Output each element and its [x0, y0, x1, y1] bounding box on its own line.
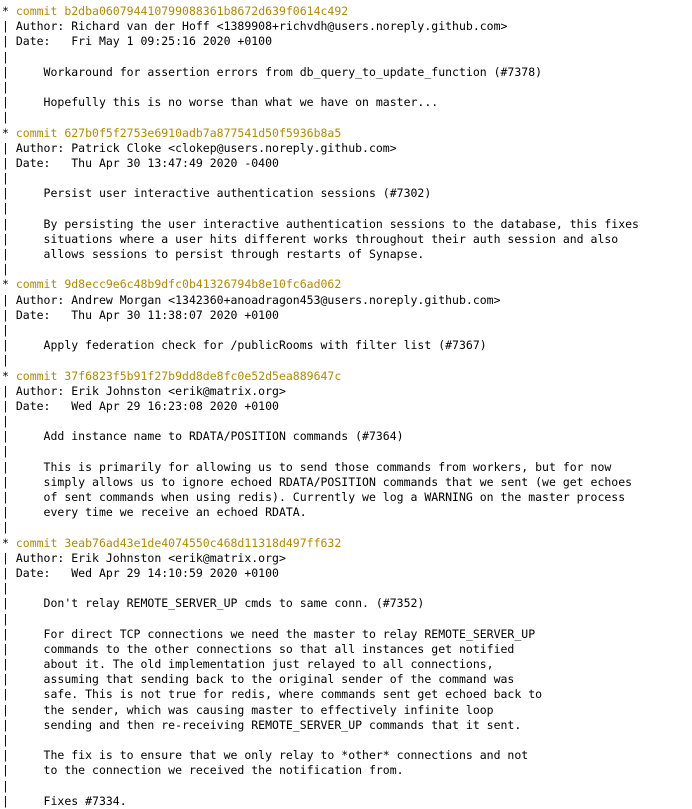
branch-line-icon: | [2, 657, 16, 672]
log-line-text: sending and then re-receiving REMOTE_SERVER_UP commands that it sent. [15, 717, 522, 732]
log-line [0, 748, 692, 763]
log-line [0, 581, 692, 596]
log-line [0, 19, 692, 34]
log-line-text: Add instance name to RDATA/POSITION commands (#7364) [15, 429, 404, 444]
commit-hash: b2dba060794410799088361b8672d639f0614c492 [64, 4, 349, 18]
log-line-text: every time we receive an echoed RDATA. [15, 505, 307, 520]
log-line [0, 384, 692, 399]
log-line [0, 201, 692, 216]
branch-line-icon: | [2, 110, 16, 125]
branch-line-icon: | [2, 414, 16, 429]
commit-marker-icon: * [2, 4, 16, 18]
branch-line-icon: | [2, 490, 16, 504]
log-line [0, 505, 692, 520]
commit-keyword: commit [15, 535, 65, 550]
log-line [0, 779, 692, 794]
branch-line-icon: | [2, 19, 16, 34]
log-line-text: allows sessions to persist through restarts of Synapse. [15, 247, 425, 261]
log-line [0, 156, 692, 171]
branch-line-icon: | [2, 717, 16, 732]
log-line-text: Apply federation check for /publicRooms with filter list (#7367) [15, 338, 487, 353]
log-line-text: Date: Wed Apr 29 14:10:59 2020 +0100 [15, 565, 279, 580]
branch-line-icon: | [2, 611, 16, 626]
commit-header-line [0, 277, 692, 292]
log-line [0, 308, 692, 323]
log-line [0, 186, 692, 201]
log-line [0, 490, 692, 505]
log-line [0, 718, 692, 733]
log-line [0, 232, 692, 247]
log-line-text: For direct TCP connections we need the master to relay REMOTE_SERVER_UP [15, 626, 536, 641]
commit-keyword: commit [15, 368, 65, 383]
log-line [0, 733, 692, 748]
log-line-text: The fix is to ensure that we only relay to *other* connections and not [15, 748, 529, 763]
branch-line-icon: | [2, 338, 16, 353]
log-line [0, 171, 692, 186]
log-line [0, 763, 692, 778]
log-line-text: Author: Erik Johnston <erik@matrix.org> [15, 550, 286, 565]
branch-line-icon: | [2, 444, 16, 459]
log-line-text: Author: Patrick Cloke <clokep@users.noreply.github.com> [15, 140, 397, 155]
branch-line-icon: | [2, 64, 16, 79]
branch-line-icon: | [2, 247, 16, 261]
branch-line-icon: | [2, 778, 16, 793]
log-line-text: Don't relay REMOTE_SERVER_UP cmds to same conn. (#7352) [15, 596, 425, 611]
branch-line-icon: | [2, 398, 16, 413]
branch-line-icon: | [2, 672, 16, 687]
branch-line-icon: | [2, 763, 16, 778]
log-line-text: commands to the other connections so that all instances get notified [15, 641, 515, 656]
log-line-text: Date: Thu Apr 30 13:47:49 2020 -0400 [15, 155, 279, 170]
branch-line-icon: | [2, 626, 16, 641]
log-line [0, 627, 692, 642]
branch-line-icon: | [2, 292, 16, 307]
log-line-text: about it. The old implementation just relayed to all connections, [15, 657, 494, 672]
commit-marker-icon: * [2, 125, 16, 140]
branch-line-icon: | [2, 641, 16, 656]
log-line [0, 293, 692, 308]
branch-line-icon: | [2, 383, 16, 398]
branch-line-icon: | [2, 140, 16, 155]
branch-line-icon: | [2, 505, 16, 520]
log-line [0, 444, 692, 459]
log-line-text: assuming that sending back to the original sender of the command was [15, 672, 515, 687]
log-line [0, 110, 692, 125]
log-line-text: safe. This is not true for redis, where commands sent get echoed back to [15, 687, 543, 702]
log-line [0, 687, 692, 702]
log-line [0, 703, 692, 718]
branch-line-icon: | [2, 702, 16, 717]
commit-header-line [0, 126, 692, 141]
commit-marker-icon: * [2, 277, 16, 292]
log-line-text: Workaround for assertion errors from db_query_to_update_function (#7378) [15, 64, 543, 79]
log-line [0, 657, 692, 672]
log-line [0, 323, 692, 338]
branch-line-icon: | [2, 201, 16, 216]
commit-header-line [0, 369, 692, 384]
log-line [0, 429, 692, 444]
commit-hash: 3eab76ad43e1de4074550c468d11318d497ff632 [64, 535, 342, 550]
log-line [0, 353, 692, 368]
branch-line-icon: | [2, 748, 16, 763]
log-line-text: Date: Fri May 1 09:25:16 2020 +0100 [15, 34, 273, 49]
log-line-text: of sent commands when using redis). Currently we log a WARNING on the master process [15, 490, 626, 504]
branch-line-icon: | [2, 520, 16, 535]
log-line-text: to the connection we received the notification from. [15, 763, 404, 778]
log-line [0, 475, 692, 490]
log-line-text: Fixes #7334. [15, 793, 127, 808]
branch-line-icon: | [2, 155, 16, 170]
branch-line-icon: | [2, 687, 16, 702]
branch-line-icon: | [2, 95, 16, 110]
branch-line-icon: | [2, 474, 16, 489]
log-line [0, 460, 692, 475]
log-line [0, 520, 692, 535]
commit-hash: 37f6823f5b91f27b9dd8de8fc0e52d5ea889647c [64, 368, 342, 383]
log-line-text: By persisting the user interactive authentication sessions to the database, this fixes [15, 216, 639, 231]
branch-line-icon: | [2, 353, 16, 368]
log-line [0, 399, 692, 414]
branch-line-icon: | [2, 216, 16, 231]
branch-line-icon: | [2, 307, 16, 322]
log-line [0, 551, 692, 566]
branch-line-icon: | [2, 596, 16, 611]
branch-line-icon: | [2, 565, 16, 580]
log-line-text: Hopefully this is no worse than what we have on master... [15, 95, 439, 110]
log-line [0, 414, 692, 429]
commit-keyword: commit [15, 277, 65, 292]
branch-line-icon: | [2, 262, 16, 277]
log-line-text: simply allows us to ignore echoed RDATA/POSITION commands that we sent (we get echoes [15, 474, 633, 489]
log-line [0, 262, 692, 277]
branch-line-icon: | [2, 49, 16, 64]
log-line [0, 34, 692, 49]
log-line [0, 247, 692, 262]
log-line [0, 794, 692, 809]
log-line [0, 217, 692, 232]
log-line [0, 141, 692, 156]
log-line-text: the sender, which was causing master to effectively infinite loop [15, 702, 494, 717]
log-line [0, 672, 692, 687]
log-line [0, 642, 692, 657]
branch-line-icon: | [2, 459, 16, 474]
log-line [0, 65, 692, 80]
commit-marker-icon: * [2, 368, 16, 383]
commit-marker-icon: * [2, 535, 16, 550]
branch-line-icon: | [2, 581, 16, 596]
log-line [0, 50, 692, 65]
log-line-text: situations where a user hits different works throughout their auth session and also [15, 231, 619, 246]
log-line-text: Date: Wed Apr 29 16:23:08 2020 +0100 [15, 398, 279, 413]
branch-line-icon: | [2, 79, 16, 94]
log-line-text: Author: Andrew Morgan <1342360+anoadragon453@users.noreply.github.com> [15, 292, 501, 307]
branch-line-icon: | [2, 186, 16, 201]
log-line-text: Author: Richard van der Hoff <1389908+richvdh@users.noreply.github.com> [15, 19, 508, 34]
log-line [0, 596, 692, 611]
branch-line-icon: | [2, 322, 16, 337]
commit-keyword: commit [15, 4, 65, 18]
branch-line-icon: | [2, 550, 16, 565]
log-line [0, 338, 692, 353]
log-line-text: Persist user interactive authentication sessions (#7302) [15, 186, 432, 201]
commit-header-line [0, 4, 692, 19]
log-line-text: This is primarily for allowing us to send those commands from workers, but for now [15, 459, 612, 474]
branch-line-icon: | [2, 231, 16, 246]
commit-hash: 627b0f5f2753e6910adb7a877541d50f5936b8a5 [64, 125, 342, 140]
log-line [0, 566, 692, 581]
branch-line-icon: | [2, 733, 16, 747]
branch-line-icon: | [2, 429, 16, 444]
commit-keyword: commit [15, 125, 65, 140]
branch-line-icon: | [2, 793, 16, 808]
branch-line-icon: | [2, 34, 16, 49]
commit-hash: 9d8ecc9e6c48b9dfc0b41326794b8e10fc6ad062 [64, 277, 342, 292]
commit-header-line [0, 536, 692, 551]
log-line [0, 612, 692, 627]
branch-line-icon: | [2, 171, 16, 186]
log-line-text: Date: Thu Apr 30 11:38:07 2020 +0100 [15, 307, 279, 322]
log-line [0, 80, 692, 95]
log-line-text: Author: Erik Johnston <erik@matrix.org> [15, 383, 286, 398]
log-line [0, 95, 692, 110]
